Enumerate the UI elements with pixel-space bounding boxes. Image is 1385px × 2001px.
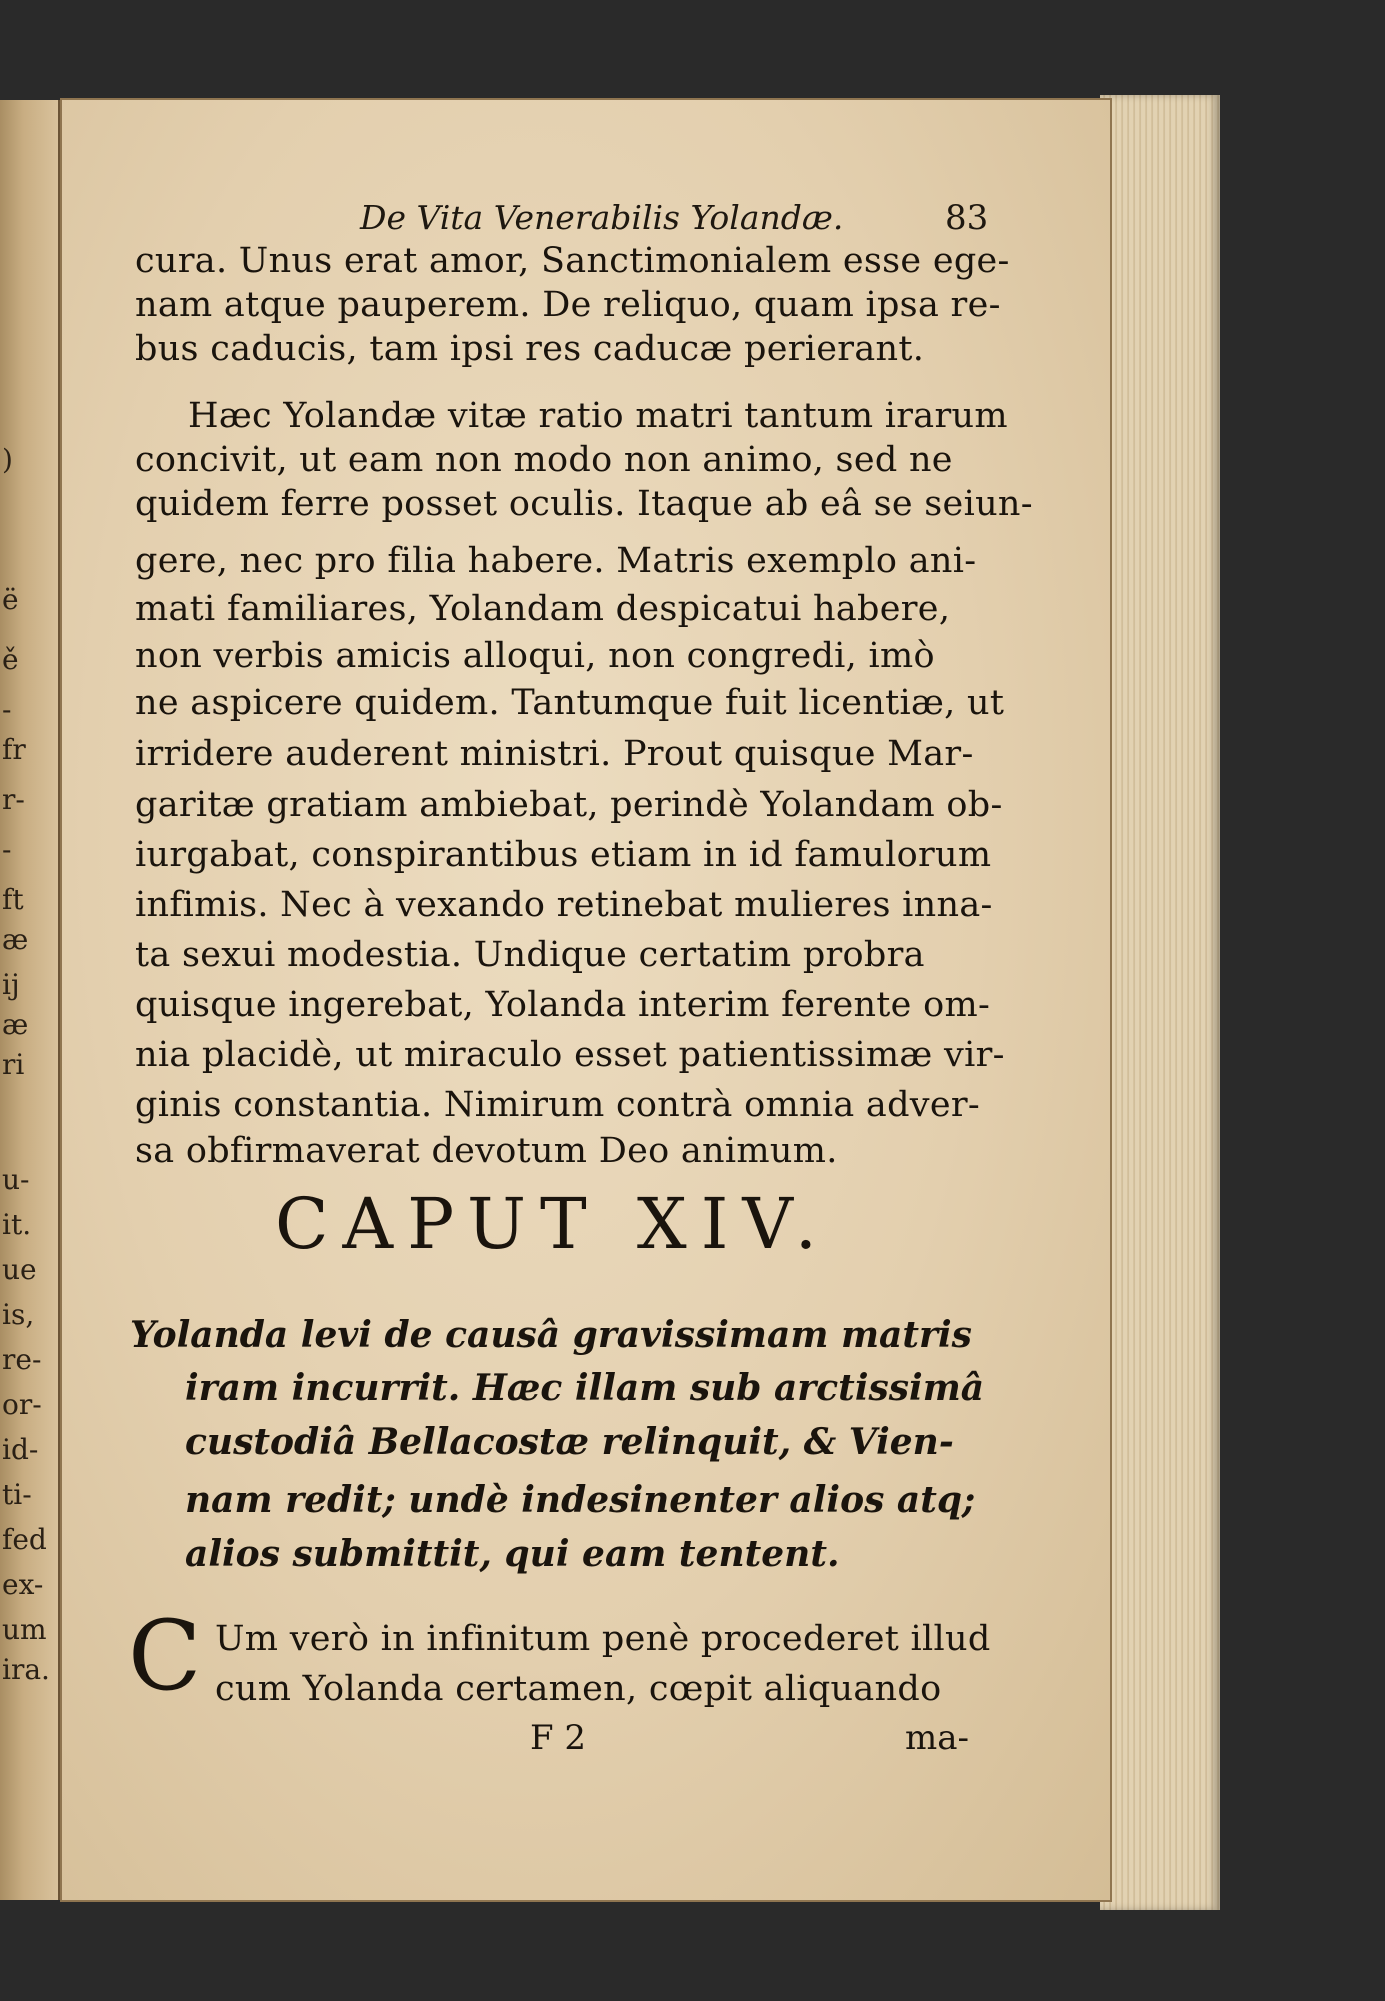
left-fragment: æ (2, 1008, 29, 1041)
left-fragment: ij (2, 968, 20, 1001)
running-title: De Vita Venerabilis Yolandæ. (360, 198, 844, 237)
body-line: mati familiares, Yolandam despicatui habere, (135, 589, 951, 629)
left-fragment: æ (2, 923, 29, 956)
opening-line: cum Yolanda certamen, cœpit aliquando (215, 1669, 942, 1709)
body-line: bus caducis, tam ipsi res caducæ perierant. (135, 329, 925, 369)
body-line: iurgabat, conspirantibus etiam in id famulorum (135, 835, 992, 875)
catchword: ma- (905, 1718, 969, 1758)
body-line: garitæ gratiam ambiebat, perindè Yolandam ob- (135, 785, 1003, 825)
left-fragment: or- (2, 1388, 42, 1421)
left-fragment: re- (2, 1343, 42, 1376)
body-line: nam atque pauperem. De reliquo, quam ipsa re- (135, 285, 1001, 325)
left-fragment: ri (2, 1048, 25, 1081)
left-fragment: r- (2, 783, 25, 816)
page-number: 83 (945, 198, 989, 238)
body-line: quisque ingerebat, Yolanda interim ferente om- (135, 985, 991, 1025)
chapter-summary-line: nam redit; undè indesinenter alios atq; (185, 1479, 976, 1521)
left-fragment: um (2, 1613, 47, 1646)
chapter-summary-line: alios submittit, qui eam tentent. (185, 1533, 840, 1575)
body-line: irridere auderent ministri. Prout quisque Mar- (135, 734, 974, 774)
body-line: nia placidè, ut miraculo esset patientissimæ vir- (135, 1035, 1005, 1075)
signature-mark: F 2 (530, 1718, 587, 1758)
left-fragment: ira. (2, 1653, 50, 1686)
body-line: cura. Unus erat amor, Sanctimonialem esse ege- (135, 241, 1010, 281)
left-fragment: it. (2, 1208, 32, 1241)
left-page-edge (0, 100, 60, 1900)
chapter-summary-line: iram incurrit. Hæc illam sub arctissimâ (185, 1367, 985, 1409)
chapter-heading: CAPUT XIV. (275, 1183, 831, 1265)
left-fragment: ë (2, 583, 19, 616)
left-fragment: ti- (2, 1478, 32, 1511)
body-line: ginis constantia. Nimirum contrà omnia adver- (135, 1085, 981, 1125)
left-fragment: is, (2, 1298, 35, 1331)
body-line: gere, nec pro filia habere. Matris exemplo ani- (135, 541, 977, 581)
body-line: non verbis amicis alloqui, non congredi, imò (135, 636, 935, 676)
left-fragment: ě (2, 643, 19, 676)
drop-cap: C (128, 1600, 202, 1712)
body-line: quidem ferre posset oculis. Itaque ab eâ se seiun- (135, 484, 1033, 524)
chapter-summary-line: Yolanda levi de causâ gravissimam matris (130, 1314, 972, 1356)
left-fragment: - (2, 693, 12, 726)
body-line: Hæc Yolandæ vitæ ratio matri tantum irarum (188, 396, 1008, 436)
chapter-summary-line: custodiâ Bellacostæ relinquit, & Vien- (185, 1421, 954, 1463)
opening-line: Um verò in infinitum penè procederet illud (215, 1619, 991, 1659)
left-fragment: fed (2, 1523, 47, 1556)
body-line: concivit, ut eam non modo non animo, sed ne (135, 440, 953, 480)
left-fragment: ue (2, 1253, 37, 1286)
left-fragment: id- (2, 1433, 39, 1466)
left-fragment: - (2, 833, 12, 866)
body-line: sa obfirmaverat devotum Deo animum. (135, 1131, 838, 1171)
body-line: infimis. Nec à vexando retinebat mulieres inna- (135, 885, 993, 925)
left-fragment: u- (2, 1163, 30, 1196)
left-fragment: fr (2, 733, 26, 766)
left-fragment: ) (2, 443, 13, 476)
body-line: ta sexui modestia. Undique certatim probra (135, 935, 925, 975)
left-fragment: ft (2, 883, 24, 916)
body-line: ne aspicere quidem. Tantumque fuit licentiæ, ut (135, 683, 1005, 723)
left-fragment: ex- (2, 1568, 44, 1601)
page-edges (1100, 95, 1220, 1910)
